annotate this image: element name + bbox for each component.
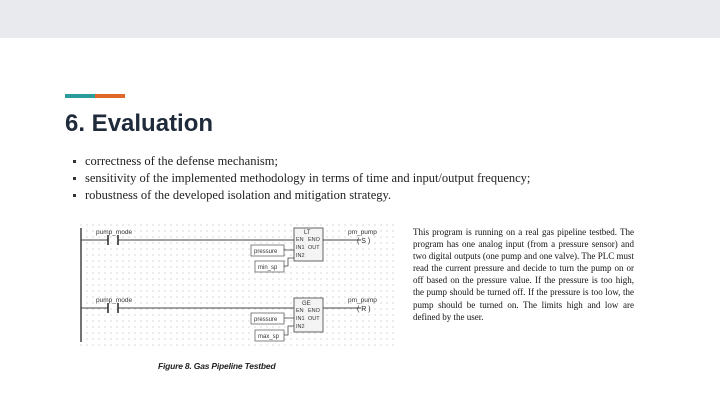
bullet-item [73, 153, 530, 170]
ladder-diagram [78, 222, 398, 346]
rung1-contact-label: pump_mode [96, 229, 133, 236]
rung1-coil: ( S ) [357, 238, 371, 245]
rung2-input-wire [284, 326, 294, 335]
bullet-list [73, 153, 530, 204]
rung1-pin-in2: IN2 [296, 253, 305, 259]
rung2-input-label: max_sp [258, 334, 280, 340]
rung2-input-label: pressure [254, 317, 278, 323]
rung2-contact-label: pump_mode [96, 297, 133, 304]
figure-caption: Figure 8. Gas Pipeline Testbed [158, 361, 276, 371]
rung1-block-name: LT [304, 230, 311, 236]
rung2-coil-label: pm_pump [348, 297, 377, 304]
rung2-pin-in1: IN1 [296, 316, 305, 322]
bullet-icon [73, 194, 76, 197]
rung1-input-label: min_sp [258, 265, 278, 271]
rung1-coil-label: pm_pump [348, 229, 377, 236]
top-bar [0, 0, 720, 38]
bullet-text: sensitivity of the implemented methodology in terms of time and input/output frequency; [85, 171, 531, 185]
rung2-block-name: GE [302, 301, 311, 307]
rung1-input-label: pressure [254, 249, 278, 255]
bullet-text: correctness of the defense mechanism; [85, 154, 278, 168]
slide-title: 6. Evaluation [65, 110, 214, 137]
ladder-diagram-figure [78, 222, 398, 346]
rung1-input-wire [284, 258, 294, 266]
bullet-item [73, 187, 530, 204]
bullet-icon [73, 160, 76, 163]
rung1-pin-eno: ENO [308, 237, 320, 243]
rung2-coil: ( R ) [357, 306, 371, 313]
rung1-pin-out: OUT [308, 245, 320, 251]
bullet-icon [73, 177, 76, 180]
rung2-pin-en: EN [296, 308, 304, 314]
rung2-pin-eno: ENO [308, 308, 320, 314]
rung1-pin-en: EN [296, 237, 304, 243]
title-accent-orange [95, 94, 125, 98]
rung2-pin-in2: IN2 [296, 324, 305, 330]
bullet-item [73, 170, 530, 187]
program-description: This program is running on a real gas pipeline testbed. The program has one analog input (from a pressure sensor) and two digital outputs (one pump and one valve). The PLC must read the current pressure and decide to turn the pump on or off based on the pressure value. If the pressure is too high, the pump should be turned off. If the pressure is too low, the pump should be turned on. The limits high and low are defined by the user. [413, 227, 634, 322]
title-accent-teal [65, 94, 95, 98]
bullet-text: robustness of the developed isolation and mitigation strategy. [85, 188, 392, 202]
rung1-pin-in1: IN1 [296, 245, 305, 251]
rung2-pin-out: OUT [308, 316, 320, 322]
